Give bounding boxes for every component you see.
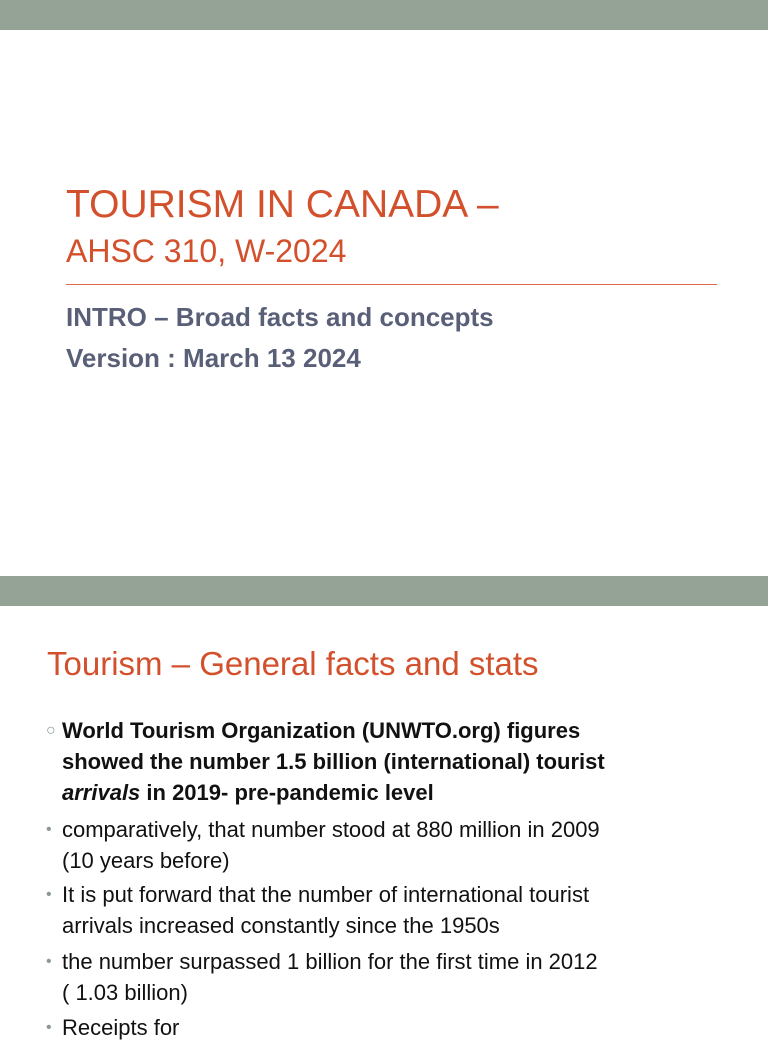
intro-subtitle: INTRO – Broad facts and concepts [66, 302, 494, 332]
slide-title: TOURISM IN CANADA – [66, 183, 499, 226]
bullet-line: the number surpassed 1 billion for the first time in 2012 [62, 949, 598, 974]
bullet-line: comparatively, that number stood at 880 million in 2009 [62, 817, 600, 842]
bullet-line: It is put forward that the number of international tourist [62, 882, 590, 907]
bullet-line: arrivals increased constantly since the 1950s [62, 913, 500, 938]
slide-heading: Tourism – General facts and stats [47, 645, 539, 682]
bullet-line: ( 1.03 billion) [62, 980, 188, 1005]
circle-bullet-icon: ○ [46, 722, 56, 739]
slide-top-bar [0, 0, 768, 30]
title-divider [66, 284, 717, 285]
italic-term: arrivals [62, 780, 141, 805]
content-slide [0, 576, 768, 1040]
dot-bullet-icon: • [46, 886, 52, 903]
bullet-line: arrivals in 2019- pre-pandemic level [62, 780, 434, 805]
bullet-line: showed the number 1.5 billion (international) tourist [62, 749, 605, 774]
slide-top-bar [0, 576, 768, 606]
dot-bullet-icon: • [46, 821, 52, 838]
bullet-line: Receipts for [62, 1015, 180, 1040]
bullet-line: (10 years before) [62, 848, 230, 873]
dot-bullet-icon: • [46, 1019, 52, 1036]
dot-bullet-icon: • [46, 953, 52, 970]
bullet-line: World Tourism Organization (UNWTO.org) figures [62, 718, 581, 743]
course-code: AHSC 310, W-2024 [66, 233, 347, 269]
version-subtitle: Version : March 13 2024 [66, 343, 361, 373]
